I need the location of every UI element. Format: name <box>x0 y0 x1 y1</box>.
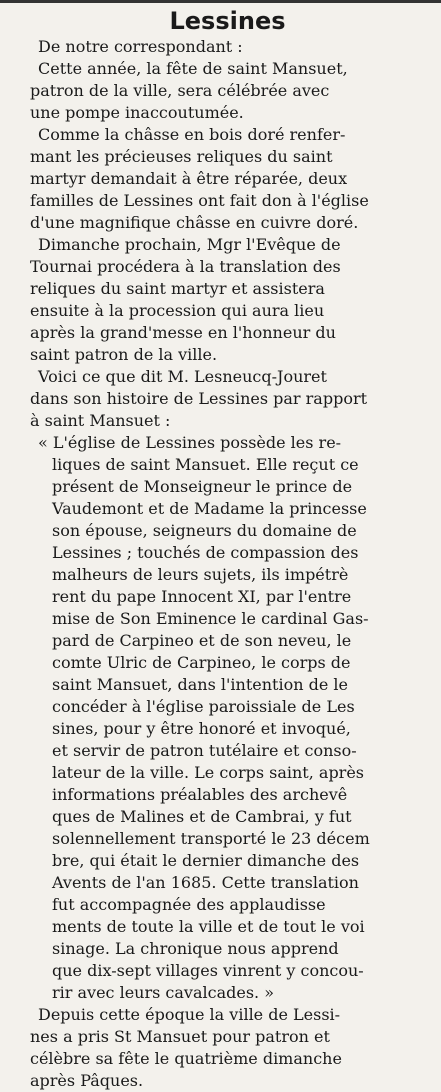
quote-line: ments de toute la ville et de tout le voi <box>52 917 365 936</box>
quote-line: comte Ulric de Carpineo, le corps de <box>52 653 351 672</box>
quote-line: que dix-sept villages vinrent y concou- <box>52 961 364 980</box>
text-line: dans son histoire de Lessines par rapport <box>30 389 368 408</box>
quote-line: concéder à l'église paroissiale de Les <box>52 697 355 716</box>
quote-line: malheurs de leurs sujets, ils impétrè <box>52 565 349 584</box>
quote-line: informations préalables des archevê <box>52 785 348 804</box>
quote-line: « L'église de Lessines possède les re- <box>38 433 342 452</box>
quote-line: Lessines ; touchés de compassion des <box>52 543 359 562</box>
text-line: patron de la ville, sera célébrée avec <box>30 81 330 100</box>
text-line: Tournai procédera à la translation des <box>30 257 341 276</box>
text-line: saint patron de la ville. <box>30 345 218 364</box>
quote-line: fut accompagnée des applaudisse <box>52 895 326 914</box>
quote-line: son épouse, seigneurs du domaine de <box>52 521 357 540</box>
text-line: célèbre sa fête le quatrième dimanche <box>30 1049 342 1068</box>
text-line: Dimanche prochain, Mgr l'Evêque de <box>38 235 341 254</box>
text-line: d'une magnifique châsse en cuivre doré. <box>30 213 359 232</box>
quote-line: sines, pour y être honoré et invoqué, <box>52 719 351 738</box>
quote-line: lateur de la ville. Le corps saint, après <box>52 763 365 782</box>
text-line: après Pâques. <box>30 1071 144 1090</box>
quote-line: rir avec leurs cavalcades. » <box>52 983 275 1002</box>
text-line: martyr demandait à être réparée, deux <box>30 169 348 188</box>
quote-line: mise de Son Eminence le cardinal Gas- <box>52 609 369 628</box>
article-title: Lessines <box>169 7 286 35</box>
quote-line: et servir de patron tutélaire et conso- <box>52 741 357 760</box>
quote-line: pard de Carpineo et de son neveu, le <box>52 631 352 650</box>
text-line: reliques du saint martyr et assistera <box>30 279 325 298</box>
quote-line: présent de Monseigneur le prince de <box>52 477 353 496</box>
quote-line: saint Mansuet, dans l'intention de le <box>52 675 348 694</box>
quote-line: Avents de l'an 1685. Cette translation <box>52 873 359 892</box>
text-line: à saint Mansuet : <box>30 411 171 430</box>
text-line: Cette année, la fête de saint Mansuet, <box>38 59 348 78</box>
text-line: familles de Lessines ont fait don à l'église <box>30 191 369 210</box>
text-line: nes a pris St Mansuet pour patron et <box>30 1027 330 1046</box>
quote-line: sinage. La chronique nous apprend <box>52 939 339 958</box>
text-line: une pompe inaccoutumée. <box>30 103 244 122</box>
text-line: ensuite à la procession qui aura lieu <box>30 301 325 320</box>
quote-line: ques de Malines et de Cambrai, y fut <box>52 807 352 826</box>
byline: De notre correspondant : <box>38 37 243 56</box>
quote-line: bre, qui était le dernier dimanche des <box>52 851 360 870</box>
quote-line: solennellement transporté le 23 décem <box>52 829 370 848</box>
text-line: après la grand'messe en l'honneur du <box>30 323 336 342</box>
text-line: Voici ce que dit M. Lesneucq-Jouret <box>38 367 327 386</box>
text-line: Depuis cette époque la ville de Lessi- <box>38 1005 341 1024</box>
top-rule <box>0 0 441 3</box>
quote-line: rent du pape Innocent XI, par l'entre <box>52 587 352 606</box>
text-line: Comme la châsse en bois doré renfer- <box>38 125 346 144</box>
quote-line: Vaudemont et de Madame la princesse <box>52 499 367 518</box>
text-line: mant les précieuses reliques du saint <box>30 147 333 166</box>
quote-line: liques de saint Mansuet. Elle reçut ce <box>52 455 359 474</box>
